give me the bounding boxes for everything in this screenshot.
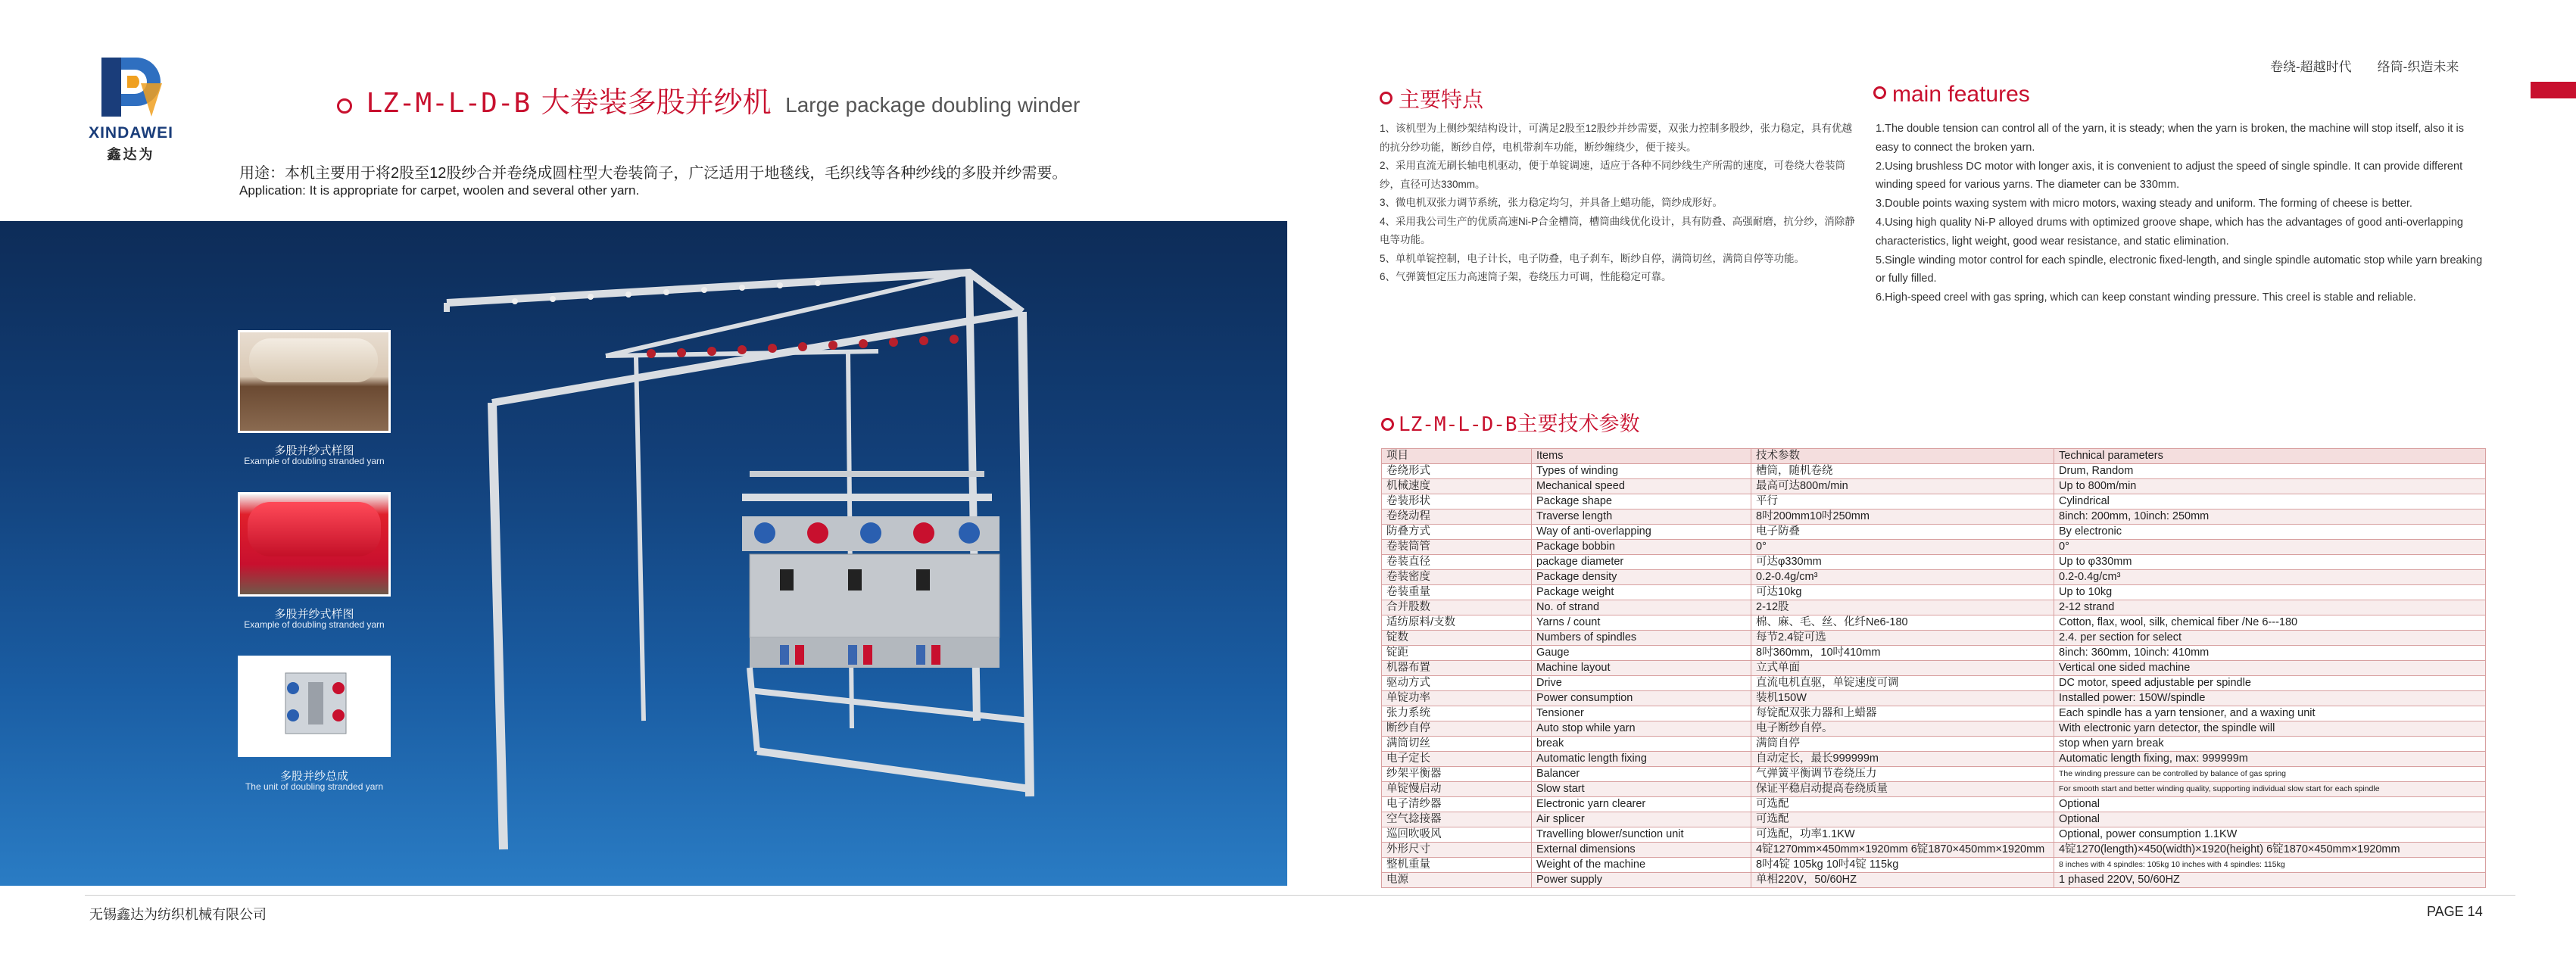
table-row <box>1382 721 2486 737</box>
feature-en-item: 5.Single winding motor control for each spindle, electronic fixed-length, and single spindle automatic stop while yarn breaking or fully filled. <box>1876 254 2483 285</box>
table-cell: Package weight <box>1532 585 1751 600</box>
table-cell: 可达10kg <box>1751 585 2054 600</box>
table-row <box>1382 646 2486 661</box>
features-en-heading: main features <box>1873 82 2030 108</box>
table-row <box>1382 600 2486 615</box>
table-cell: 平行 <box>1751 494 2054 509</box>
table-cell: 可选配 <box>1751 797 2054 812</box>
sample-caption-en-1: Example of doubling stranded yarn <box>244 456 385 466</box>
table-cell: Power consumption <box>1532 691 1751 706</box>
table-row <box>1382 843 2486 858</box>
table-cell: 保证平稳启动提高卷绕质量 <box>1751 782 2054 797</box>
footer-divider <box>85 895 2515 896</box>
table-cell: 卷绕形式 <box>1382 464 1532 479</box>
table-cell: Up to φ330mm <box>2054 555 2486 570</box>
feature-cn-item: 2、采用直流无刷长轴电机驱动，便于单锭调速，适应于各种不同纱线生产所需的速度，可卷绕大卷装筒纱，直径可达330mm。 <box>1380 160 1846 190</box>
table-cell: 满筒切丝 <box>1382 737 1532 752</box>
table-cell: 电源 <box>1382 873 1532 888</box>
footer-company: 无锡鑫达为纺织机械有限公司 <box>89 907 267 922</box>
table-cell: Optional, power consumption 1.1KW <box>2054 827 2486 843</box>
table-row <box>1382 767 2486 782</box>
table-cell: Package shape <box>1532 494 1751 509</box>
table-cell: Each spindle has a yarn tensioner, and a waxing unit <box>2054 706 2486 721</box>
title-en: Large package doubling winder <box>785 93 1081 117</box>
table-cell: 每锭配双张力器和上蜡器 <box>1751 706 2054 721</box>
feature-en-item: 3.Double points waxing system with micro motors, waxing steady and uniform. The forming of cheese is better. <box>1876 198 2412 210</box>
table-row <box>1382 631 2486 646</box>
table-cell: Tensioner <box>1532 706 1751 721</box>
table-cell: DC motor, speed adjustable per spindle <box>2054 676 2486 691</box>
table-cell: 单相220V，50/60HZ <box>1751 873 2054 888</box>
table-row <box>1382 858 2486 873</box>
title-model: LZ-M-L-D-B <box>366 88 531 119</box>
table-cell: 8吋4锭 105kg 10吋4锭 115kg <box>1751 858 2054 873</box>
heading-ring-icon <box>1873 86 1886 99</box>
table-row <box>1382 737 2486 752</box>
table-cell: Up to 800m/min <box>2054 479 2486 494</box>
table-cell: 0.2-0.4g/cm³ <box>2054 570 2486 585</box>
spec-heading: LZ-M-L-D-B主要技术参数 <box>1381 407 1640 437</box>
table-cell: 合并股数 <box>1382 600 1532 615</box>
table-cell: Up to 10kg <box>2054 585 2486 600</box>
product-photo-panel <box>0 221 1287 886</box>
table-cell: Package density <box>1532 570 1751 585</box>
table-cell: Package bobbin <box>1532 540 1751 555</box>
table-row <box>1382 570 2486 585</box>
table-cell: 0° <box>2054 540 2486 555</box>
table-row <box>1382 585 2486 600</box>
table-cell: 驱动方式 <box>1382 676 1532 691</box>
brand-name-cn: 鑫达为 <box>107 147 155 162</box>
table-cell: 每节2.4锭可选 <box>1751 631 2054 646</box>
spec-table <box>1381 448 2486 888</box>
table-cell: 棉、麻、毛、丝、化纤Ne6-180 <box>1751 615 2054 631</box>
table-cell: 最高可达800m/min <box>1751 479 2054 494</box>
table-cell: 0° <box>1751 540 2054 555</box>
table-cell: 满筒自停 <box>1751 737 2054 752</box>
page-accent-bar <box>2531 82 2576 98</box>
table-cell: 2-12股 <box>1751 600 2054 615</box>
brand-name: XINDAWEI <box>89 124 173 142</box>
heading-ring-icon <box>1380 92 1392 104</box>
table-cell: Optional <box>2054 812 2486 827</box>
tagline-2: 络筒-织造未来 <box>2377 60 2459 74</box>
sample-caption-3: 多股并纱总成 <box>279 770 348 783</box>
feature-cn-item: 3、微电机双张力调节系统，张力稳定均匀，并具备上蜡功能，筒纱成形好。 <box>1380 197 1723 208</box>
table-cell: 装机150W <box>1751 691 2054 706</box>
table-cell: Cotton, flax, wool, silk, chemical fiber /Ne 6---180 <box>2054 615 2486 631</box>
table-row <box>1382 676 2486 691</box>
table-cell: 气弹簧平衡调节卷绕压力 <box>1751 767 2054 782</box>
table-cell: 机械速度 <box>1382 479 1532 494</box>
table-cell: 整机重量 <box>1382 858 1532 873</box>
table-cell: 张力系统 <box>1382 706 1532 721</box>
table-row <box>1382 540 2486 555</box>
table-cell: 空气捻接器 <box>1382 812 1532 827</box>
table-cell: Installed power: 150W/spindle <box>2054 691 2486 706</box>
table-row <box>1382 827 2486 843</box>
table-cell: Automatic length fixing, max: 999999m <box>2054 752 2486 767</box>
sample-image-1 <box>238 330 391 433</box>
table-cell: Drive <box>1532 676 1751 691</box>
heading-ring-icon <box>1381 418 1394 431</box>
table-cell: 卷装直径 <box>1382 555 1532 570</box>
tagline <box>2270 56 2484 75</box>
table-cell: 可选配 <box>1751 812 2054 827</box>
title-cn: 大卷装多股并纱机 <box>541 87 772 119</box>
sample-caption-1: 多股并纱式样图 <box>274 444 354 457</box>
table-row <box>1382 706 2486 721</box>
page-title <box>337 79 1080 120</box>
table-cell: Machine layout <box>1532 661 1751 676</box>
table-cell: 锭数 <box>1382 631 1532 646</box>
table-cell: 项目 <box>1382 449 1532 464</box>
feature-en-item: 1.The double tension can control all of the yarn, it is steady; when the yarn is broken, the machine will stop itself, also it is easy to connect the broken yarn. <box>1876 123 2464 154</box>
table-cell: package diameter <box>1532 555 1751 570</box>
table-row <box>1382 661 2486 676</box>
table-cell: Slow start <box>1532 782 1751 797</box>
table-cell: Weight of the machine <box>1532 858 1751 873</box>
table-cell: The winding pressure can be controlled by balance of gas spring <box>2054 767 2486 782</box>
company-logo-icon <box>97 53 165 121</box>
machine-illustration <box>424 266 1227 857</box>
feature-cn-item: 4、采用我公司生产的优质高速Ni-P合金槽筒，槽筒曲线优化设计，具有防叠、高强耐磨，抗分纱，消除静电等功能。 <box>1380 215 1855 245</box>
table-cell: Items <box>1532 449 1751 464</box>
table-cell: 电子清纱器 <box>1382 797 1532 812</box>
table-cell: 8inch: 360mm, 10inch: 410mm <box>2054 646 2486 661</box>
usage-en: Application: It is appropriate for carpet, woolen and several other yarn. <box>239 183 640 198</box>
table-cell: External dimensions <box>1532 843 1751 858</box>
table-row <box>1382 525 2486 540</box>
table-row <box>1382 797 2486 812</box>
table-cell: 8 inches with 4 spindles: 105kg 10 inches with 4 spindles: 115kg <box>2054 858 2486 873</box>
table-row <box>1382 615 2486 631</box>
table-cell: 机器布置 <box>1382 661 1532 676</box>
table-cell: Vertical one sided machine <box>2054 661 2486 676</box>
table-cell: Air splicer <box>1532 812 1751 827</box>
table-cell: 适纺原料/支数 <box>1382 615 1532 631</box>
feature-en-item: 6.High-speed creel with gas spring, which can keep constant winding pressure. This creel is stable and reliable. <box>1876 291 2416 304</box>
table-cell: Way of anti-overlapping <box>1532 525 1751 540</box>
tagline-1: 卷绕-超越时代 <box>2270 60 2352 74</box>
table-cell: Gauge <box>1532 646 1751 661</box>
table-cell: 外形尺寸 <box>1382 843 1532 858</box>
sample-caption-2: 多股并纱式样图 <box>274 608 354 621</box>
table-cell: 槽筒，随机卷绕 <box>1751 464 2054 479</box>
table-cell: 纱架平衡器 <box>1382 767 1532 782</box>
features-en-list <box>1876 120 2489 307</box>
table-cell: Drum, Random <box>2054 464 2486 479</box>
table-row <box>1382 782 2486 797</box>
table-cell: 防叠方式 <box>1382 525 1532 540</box>
table-cell: Auto stop while yarn <box>1532 721 1751 737</box>
sample-caption-en-3: The unit of doubling stranded yarn <box>245 781 384 792</box>
table-cell: 单锭功率 <box>1382 691 1532 706</box>
table-cell: 1 phased 220V, 50/60HZ <box>2054 873 2486 888</box>
table-cell: Cylindrical <box>2054 494 2486 509</box>
table-cell: Power supply <box>1532 873 1751 888</box>
title-ring-icon <box>337 98 352 114</box>
table-cell: 4锭1270(length)×450(width)×1920(height) 6锭1870×450mm×1920mm <box>2054 843 2486 858</box>
table-cell: 立式单面 <box>1751 661 2054 676</box>
table-cell: stop when yarn break <box>2054 737 2486 752</box>
table-cell: 4锭1270mm×450mm×1920mm 6锭1870×450mm×1920mm <box>1751 843 2054 858</box>
table-cell: 卷装重量 <box>1382 585 1532 600</box>
table-cell: Optional <box>2054 797 2486 812</box>
table-cell: Balancer <box>1532 767 1751 782</box>
features-cn-heading: 主要特点 <box>1380 83 1483 114</box>
table-row <box>1382 812 2486 827</box>
table-cell: 卷绕动程 <box>1382 509 1532 525</box>
page-number: PAGE 14 <box>2427 904 2483 919</box>
table-cell: 8inch: 200mm, 10inch: 250mm <box>2054 509 2486 525</box>
table-cell: 电子防叠 <box>1751 525 2054 540</box>
table-cell: 卷装形状 <box>1382 494 1532 509</box>
table-row <box>1382 873 2486 888</box>
table-cell: 断纱自停 <box>1382 721 1532 737</box>
feature-cn-item: 1、该机型为上侧纱架结构设计，可满足2股至12股纱并纱需要，双张力控制多股纱，张力稳定，具有优越的抗分纱功能，断纱自停，电机带刹车功能，断纱缠绕少，便于接头。 <box>1380 123 1853 153</box>
table-cell: 单锭慢启动 <box>1382 782 1532 797</box>
feature-en-item: 2.Using brushless DC motor with longer axis, it is convenient to adjust the speed of single spindle. It can provide different winding speed for various yarns. The diameter can be 330mm. <box>1876 160 2463 192</box>
table-cell: Automatic length fixing <box>1532 752 1751 767</box>
table-cell: 电子定长 <box>1382 752 1532 767</box>
table-cell: Types of winding <box>1532 464 1751 479</box>
table-cell: 卷装筒管 <box>1382 540 1532 555</box>
sample-caption-en-2: Example of doubling stranded yarn <box>244 619 385 630</box>
table-cell: 2.4. per section for select <box>2054 631 2486 646</box>
table-row <box>1382 509 2486 525</box>
table-cell: Numbers of spindles <box>1532 631 1751 646</box>
table-cell: By electronic <box>2054 525 2486 540</box>
feature-en-item: 4.Using high quality Ni-P alloyed drums with optimized groove shape, which has the advantages of good anti-overlapping characteristics, light weight, good wear resistance, and static elimination. <box>1876 216 2463 248</box>
table-header-row <box>1382 449 2486 464</box>
table-row <box>1382 691 2486 706</box>
table-cell: break <box>1532 737 1751 752</box>
table-cell: 可达φ330mm <box>1751 555 2054 570</box>
table-row <box>1382 494 2486 509</box>
sample-image-2 <box>238 492 391 597</box>
feature-cn-item: 6、气弹簧恒定压力高速筒子架，卷绕压力可调，性能稳定可靠。 <box>1380 271 1672 282</box>
table-row <box>1382 752 2486 767</box>
table-cell: 2-12 strand <box>2054 600 2486 615</box>
features-cn-list <box>1380 120 1857 287</box>
table-cell: 巡回吹吸风 <box>1382 827 1532 843</box>
table-cell: 电子断纱自停。 <box>1751 721 2054 737</box>
table-row <box>1382 555 2486 570</box>
table-row <box>1382 479 2486 494</box>
table-cell: Technical parameters <box>2054 449 2486 464</box>
table-cell: Yarns / count <box>1532 615 1751 631</box>
feature-cn-item: 5、单机单锭控制，电子计长，电子防叠，电子刹车，断纱自停，满筒切丝，满筒自停等功能。 <box>1380 252 1805 264</box>
table-cell: Mechanical speed <box>1532 479 1751 494</box>
table-cell: 0.2-0.4g/cm³ <box>1751 570 2054 585</box>
table-cell: No. of strand <box>1532 600 1751 615</box>
table-cell: 技术参数 <box>1751 449 2054 464</box>
table-cell: 8吋200mm10吋250mm <box>1751 509 2054 525</box>
table-cell: With electronic yarn detector, the spindle will <box>2054 721 2486 737</box>
sample-image-3 <box>238 656 391 757</box>
table-cell: Traverse length <box>1532 509 1751 525</box>
table-cell: 卷装密度 <box>1382 570 1532 585</box>
usage-cn: 用途：本机主要用于将2股至12股纱合并卷绕成圆柱型大卷装筒子，广泛适用于地毯线，毛织线等各种纱线的多股并纱需要。 <box>239 165 1068 182</box>
table-cell: 锭距 <box>1382 646 1532 661</box>
table-cell: 自动定长，最长999999m <box>1751 752 2054 767</box>
table-cell: Travelling blower/sunction unit <box>1532 827 1751 843</box>
table-row <box>1382 464 2486 479</box>
table-cell: 8吋360mm，10吋410mm <box>1751 646 2054 661</box>
table-cell: Electronic yarn clearer <box>1532 797 1751 812</box>
table-cell: 可选配，功率1.1KW <box>1751 827 2054 843</box>
table-cell: For smooth start and better winding quality, supporting individual slow start for each spindle <box>2054 782 2486 797</box>
table-cell: 直流电机直驱，单锭速度可调 <box>1751 676 2054 691</box>
